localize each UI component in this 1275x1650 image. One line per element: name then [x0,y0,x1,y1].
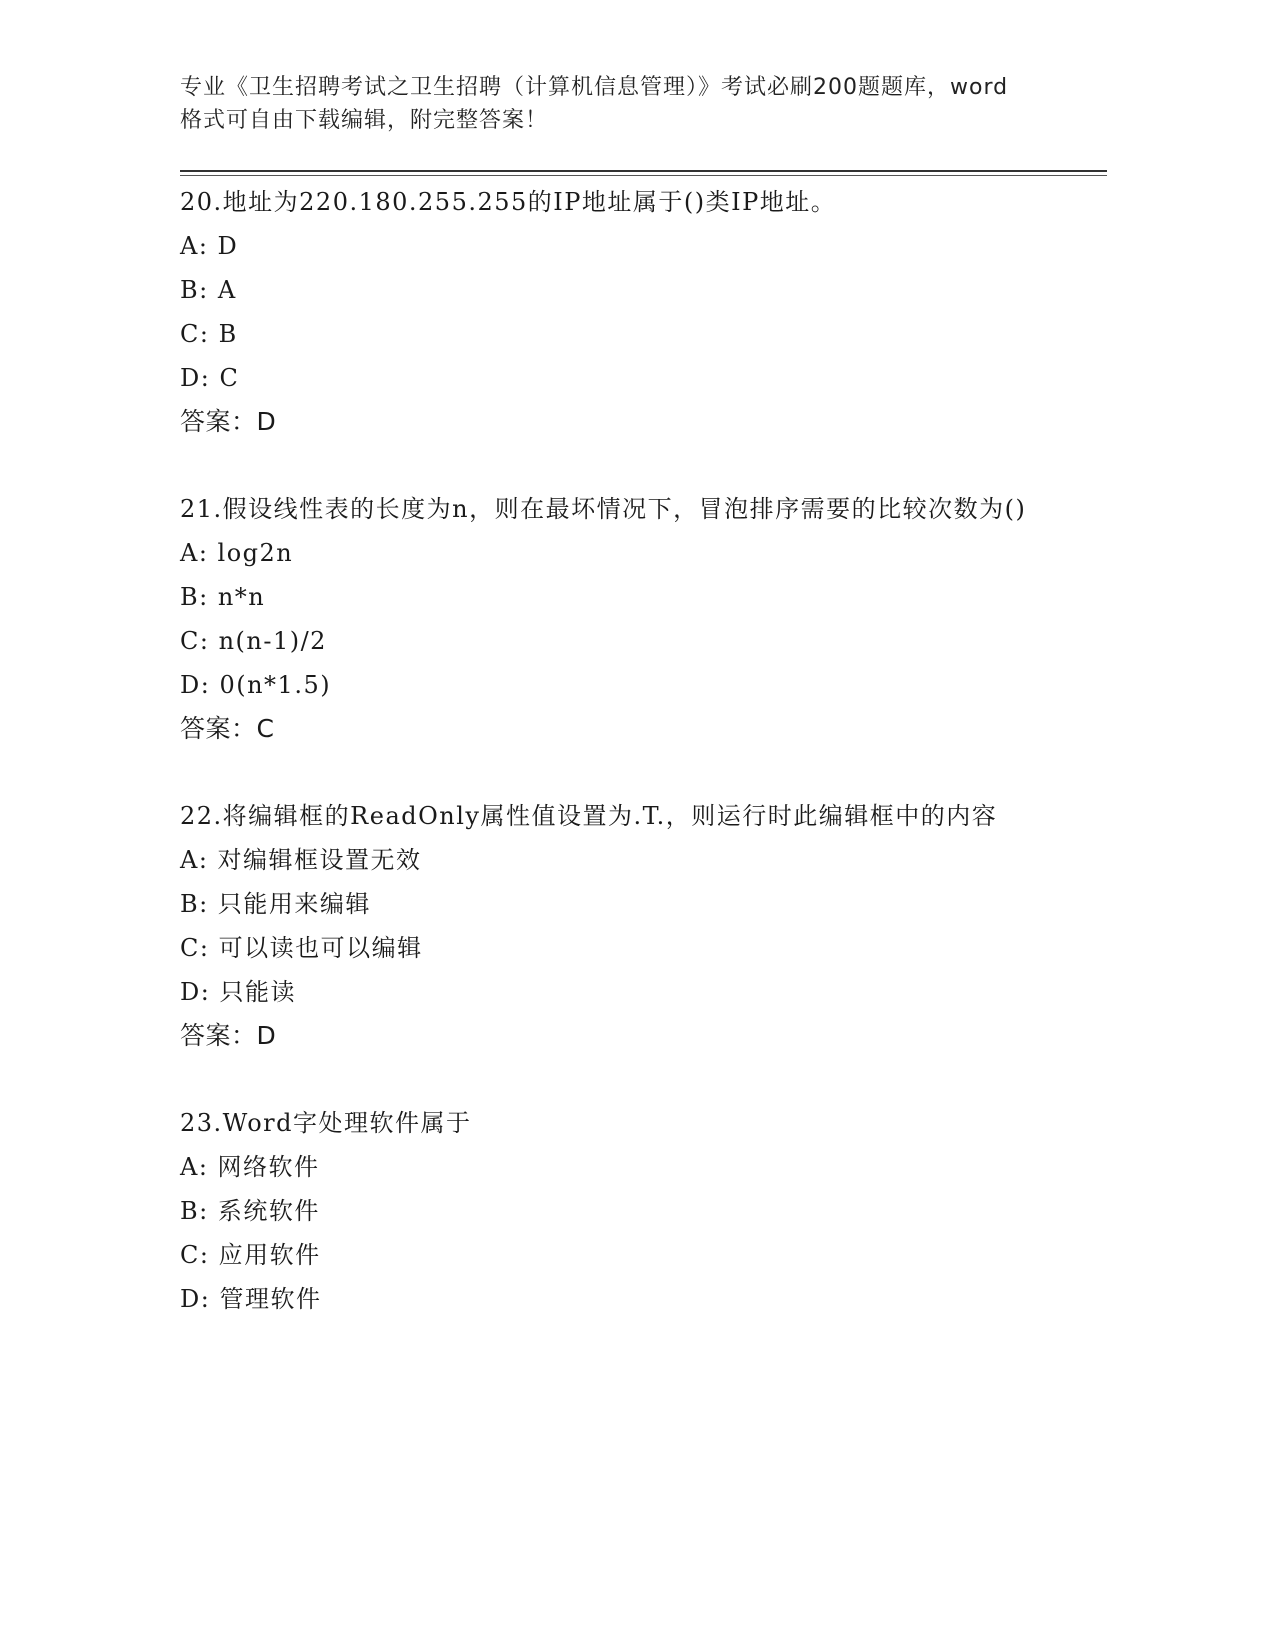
option-b: B: A [180,276,237,304]
spacer [180,444,1060,487]
question-23 [180,1101,1060,1321]
option-a: A: D [180,232,239,260]
spacer [180,1058,1060,1101]
question-20 [180,180,1060,444]
question-list [180,180,1060,1321]
option-d: D: 0(n*1.5) [180,671,332,699]
option-c: C: B [180,320,238,348]
question-text: 21.假设线性表的长度为n，则在最坏情况下，冒泡排序需要的比较次数为() [180,495,1027,523]
header-divider-thin [180,175,1107,176]
spacer [180,751,1060,794]
option-c: C: 应用软件 [180,1241,321,1269]
question-21 [180,487,1060,751]
header-line-2: 格式可自由下载编辑，附完整答案！ [180,108,549,133]
answer: 答案：D [180,407,277,436]
option-c: C: 可以读也可以编辑 [180,934,423,962]
option-d: D: 只能读 [180,978,296,1006]
header-line-1: 专业《卫生招聘考试之卫生招聘（计算机信息管理）》考试必刷200题题库，word [180,75,1009,100]
option-b: B: 只能用来编辑 [180,890,371,918]
option-a: A: log2n [180,539,294,567]
question-text: 23.Word字处理软件属于 [180,1109,472,1137]
option-a: A: 对编辑框设置无效 [180,846,422,874]
option-d: D: 管理软件 [180,1285,322,1313]
option-b: B: n*n [180,583,266,611]
question-text: 20.地址为220.180.255.255的IP地址属于()类IP地址。 [180,188,837,216]
answer: 答案：C [180,714,275,743]
option-a: A: 网络软件 [180,1153,320,1181]
option-c: C: n(n-1)/2 [180,627,327,655]
question-text: 22.将编辑框的ReadOnly属性值设置为.T.，则运行时此编辑框中的内容 [180,802,998,830]
document-header [180,71,1060,137]
answer: 答案：D [180,1021,277,1050]
option-b: B: 系统软件 [180,1197,320,1225]
question-22 [180,794,1060,1058]
option-d: D: C [180,364,240,392]
header-divider [180,170,1107,172]
